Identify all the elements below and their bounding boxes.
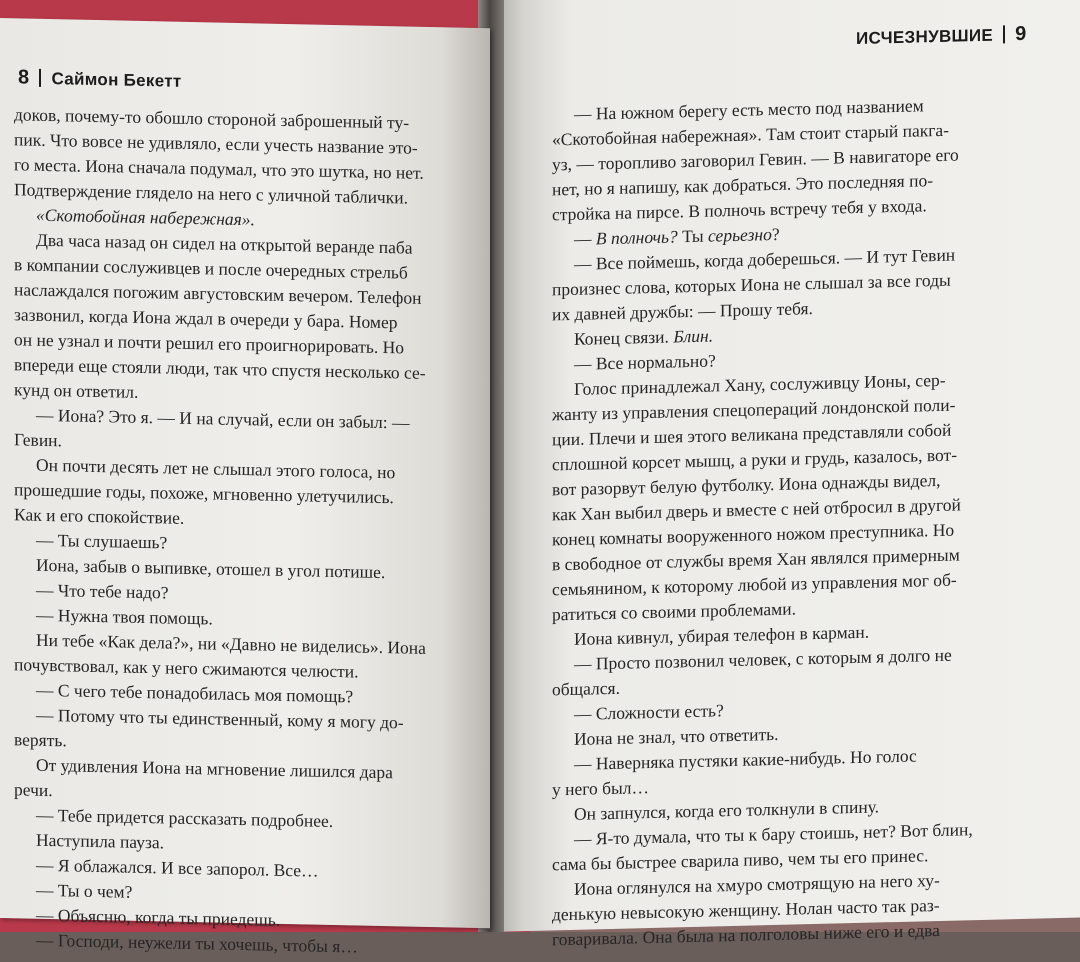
text-line: — Иона? Это я. — И на случай, если он забыл: — <box>36 404 410 433</box>
left-page-number: 8 <box>18 66 30 89</box>
text-line: доков, почему-то обошло стороной заброшенный ту- <box>14 104 410 133</box>
left-running-head-author: Саймон Бекетт <box>51 69 182 91</box>
text-line: Ни тебе «Как дела?», ни «Давно не виделись». Иона <box>36 629 426 658</box>
right-running-head-separator <box>1003 25 1005 43</box>
text-line: зазвонил, когда Иона ждал в очереди у бара. Номер <box>14 304 398 333</box>
text-line: их давней дружбы: — Прошу тебя. <box>552 298 813 325</box>
text-line: стройка на пирсе. В полночь встречу тебя у входа. <box>552 195 927 225</box>
text-line: Два часа назад он сидел на открытой веранде паба <box>36 229 413 258</box>
text-line: жанту из управления спецопераций лондонской поли- <box>552 394 956 425</box>
text-line: — Объясню, когда ты приедешь. <box>36 904 281 930</box>
text-line: — Я-то думала, что ты к бару стоишь, нет? Вот блин, <box>574 819 973 849</box>
text-line: уз, — торопливо заговорил Гевин. — В навигаторе его <box>552 144 959 175</box>
text-line: наслаждался погожим августовским вечером. Телефон <box>14 279 422 308</box>
text-line: нет, но я напишу, как добраться. Это последняя по- <box>552 170 934 200</box>
text-line: — Господи, неужели ты хочешь, чтобы я… <box>36 929 358 957</box>
text-line: — С чего тебе понадобилась моя помощь? <box>36 679 354 707</box>
text-line: «Скотобойная набережная». Там стоит старый пакга- <box>552 119 950 150</box>
text-line: Как и его спокойствие. <box>14 504 185 528</box>
text-line: — Нужна твоя помощь. <box>36 604 213 629</box>
italic-fragment: Блин. <box>673 325 714 347</box>
text-fragment: Конец связи. <box>574 326 674 349</box>
text-line: — Ты слушаешь? <box>36 529 168 553</box>
right-running-head <box>856 23 1027 50</box>
text-fragment: Ты <box>677 225 709 247</box>
text-line: — Тебе придется рассказать подробнее. <box>36 804 334 831</box>
text-line: — Потому что ты единственный, кому я могу до- <box>36 704 404 733</box>
text-line: речи. <box>14 779 53 801</box>
text-line: говаривала. Она была на полголовы ниже его и едва <box>552 919 940 950</box>
text-line: общался. <box>552 677 620 700</box>
text-line: Иона кивнул, убирая телефон в карман. <box>574 621 870 649</box>
text-line: пик. Что вовсе не удивляло, если учесть название это- <box>14 129 418 158</box>
text-line: прошедшие годы, похоже, мгновенно улетучились. <box>14 479 394 508</box>
left-running-head <box>18 66 182 92</box>
text-line: го места. Иона сначала подумал, что это шутка, но нет. <box>14 154 424 183</box>
text-line: сама бы быстрее сварила пиво, чем ты его принес. <box>552 845 929 875</box>
text-line: ратиться со своими проблемами. <box>552 598 797 625</box>
italic-fragment: «Скотобойная набережная». <box>36 204 255 230</box>
text-line: — Все нормально? <box>574 350 716 374</box>
text-line: От удивления Иона на мгновение лишился дара <box>36 754 393 783</box>
text-line: — Сложности есть? <box>574 700 724 724</box>
right-page-number: 9 <box>1015 22 1027 46</box>
text-line: Он почти десять лет не слышал этого голоса, но <box>36 454 396 483</box>
text-line: денькую невысокую женщину. Нолан часто так раз- <box>552 894 940 925</box>
right-page-text <box>552 91 1012 952</box>
text-line: ции. Плечи и шея этого великана представляли собой <box>552 419 952 450</box>
text-fragment: — <box>574 228 596 249</box>
text-line: Гевин. <box>14 429 62 451</box>
left-page <box>0 18 490 957</box>
text-fragment: ? <box>771 223 780 245</box>
text-line: Подтверждение глядело на него с уличной таблички. <box>14 179 408 208</box>
text-line: Иона, забыв о выпивке, отошел в угол потише. <box>36 554 386 583</box>
text-line: у него был… <box>552 777 650 800</box>
italic-fragment: В полночь? <box>595 226 678 249</box>
left-running-head-separator <box>39 69 41 87</box>
text-line: — На южном берегу есть место под названием <box>574 95 924 124</box>
right-page <box>488 0 1080 950</box>
left-page-text <box>14 102 474 962</box>
text-line: — Наверняка пустяки какие-нибудь. Но голос <box>574 745 917 774</box>
text-line: впереди еще стояли люди, так что спустя несколько се- <box>14 354 426 383</box>
italic-fragment: серьезно <box>708 224 772 246</box>
text-line: он не узнал и почти решил его проигнорировать. Но <box>14 329 404 358</box>
text-line: Голос принадлежал Хану, сослуживцу Ионы, сер- <box>574 369 946 399</box>
text-line: — Все поймешь, когда доберешься. — И тут Гевин <box>574 244 956 274</box>
text-line: произнес слова, которых Иона не слышал за все годы <box>552 269 951 300</box>
text-line: — Я облажался. И все запорол. Все… <box>36 854 319 881</box>
text-line: в свободное от службы время Хан являлся примерным <box>552 544 960 575</box>
text-line: верять. <box>14 729 67 751</box>
text-line: — Ты о чем? <box>36 879 133 902</box>
text-line: почувствовал, как у него сжимаются челюсти. <box>14 654 359 682</box>
text-line: конец комнаты вооруженного ножом преступника. Но <box>552 519 955 550</box>
text-line: как Хан выбил дверь и вместе с ней отбросил в другой <box>552 494 961 525</box>
text-line: — Что тебе надо? <box>36 579 169 603</box>
text-line: в компании сослуживцев и после очередных стрельб <box>14 254 408 283</box>
text-line: семьянином, к которому любой из управления мог об- <box>552 569 957 600</box>
text-line: Иона оглянулся на хмуро смотрящую на него ху- <box>574 869 940 899</box>
text-line: Иона не знал, что ответить. <box>574 723 779 749</box>
text-line: Он запнулся, когда его толкнули в спину. <box>574 796 880 824</box>
right-running-head-title: ИСЧЕЗНУВШИЕ <box>856 25 994 49</box>
text-line: — Просто позвонил человек, с которым я долго не <box>574 644 952 674</box>
text-line: кунд он ответил. <box>14 379 139 402</box>
text-line: Наступила пауза. <box>36 829 164 853</box>
text-line: вот разорвут белую футболку. Иона однажды видел, <box>552 469 941 500</box>
text-line: сплошной корсет мышц, а руки и грудь, казалось, вот- <box>552 444 958 475</box>
